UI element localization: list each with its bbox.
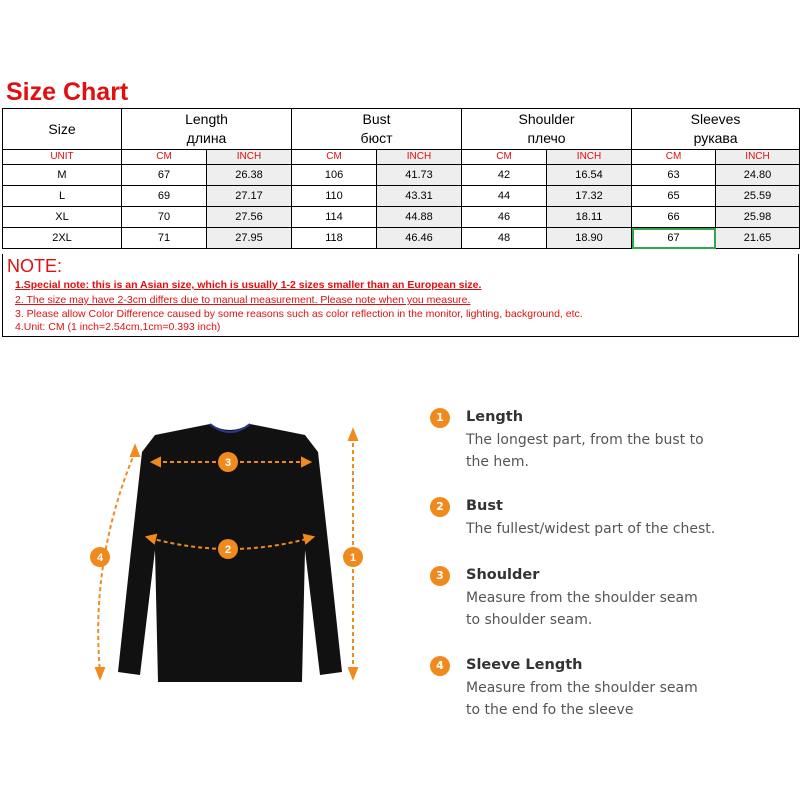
value-cell: 26.38 (207, 165, 292, 186)
size-table (2, 108, 800, 249)
number-badge: 3 (430, 566, 450, 586)
value-cell: 27.95 (207, 228, 292, 249)
note-line: 4.Unit: CM (1 inch=2.54cm,1cm=0.393 inch) (15, 321, 221, 333)
value-cell: 46.46 (377, 228, 462, 249)
page-title: Size Chart (6, 78, 129, 106)
table-row (3, 207, 800, 228)
number-badge: 2 (430, 497, 450, 517)
svg-text:3: 3 (224, 457, 232, 469)
unit-inch: INCH (716, 150, 800, 165)
value-cell: 114 (292, 207, 377, 228)
table-row (3, 228, 800, 249)
size-cell: L (3, 186, 122, 207)
legend-desc: The fullest/widest part of the chest. (466, 521, 716, 537)
size-cell: XL (3, 207, 122, 228)
unit-cm: CM (292, 150, 377, 165)
legend-desc: The longest part, from the bust to the hem. (466, 432, 704, 470)
legend-title: Sleeve Length (466, 657, 583, 673)
legend-desc: Measure from the shoulder seam to the end fo the sleeve (466, 680, 698, 718)
note-title: NOTE: (7, 256, 63, 276)
unit-row (3, 150, 800, 165)
value-cell: 70 (122, 207, 207, 228)
header-sleeves: Sleeves рукава (632, 109, 800, 150)
header-bust: Bust бюст (292, 109, 462, 150)
table-row (3, 165, 800, 186)
diagram-badge-3 (218, 452, 238, 472)
value-cell: 48 (462, 228, 547, 249)
note-line: 1.Special note: this is an Asian size, which is usually 1-2 sizes smaller than an European size. (15, 279, 482, 291)
value-cell: 67 (122, 165, 207, 186)
value-cell: 21.65 (716, 228, 800, 249)
svg-text:4: 4 (96, 552, 104, 564)
value-cell: 46 (462, 207, 547, 228)
value-cell: 66 (632, 207, 716, 228)
diagram-badge-2 (218, 539, 238, 559)
unit-inch: INCH (547, 150, 632, 165)
number-badge: 4 (430, 656, 450, 676)
value-cell: 42 (462, 165, 547, 186)
shirt-diagram (80, 410, 380, 700)
diagram-badge-4 (90, 547, 110, 567)
legend-title: Length (466, 409, 524, 425)
value-cell: 24.80 (716, 165, 800, 186)
value-cell: 43.31 (377, 186, 462, 207)
value-cell: 41.73 (377, 165, 462, 186)
size-cell: M (3, 165, 122, 186)
legend-title: Shoulder (466, 567, 540, 583)
value-cell: 44 (462, 186, 547, 207)
value-cell: 71 (122, 228, 207, 249)
diagram-badge-1 (343, 547, 363, 567)
value-cell: 69 (122, 186, 207, 207)
legend-desc: Measure from the shoulder seam to shoulder seam. (466, 590, 698, 628)
value-cell: 44.88 (377, 207, 462, 228)
legend-title: Bust (466, 498, 503, 514)
number-badge: 1 (430, 408, 450, 428)
value-cell: 18.11 (547, 207, 632, 228)
table-header-row (3, 109, 800, 150)
value-cell: 27.56 (207, 207, 292, 228)
unit-cm: CM (462, 150, 547, 165)
value-cell: 65 (632, 186, 716, 207)
selected-value-cell[interactable]: 67 (632, 228, 716, 249)
value-cell: 17.32 (547, 186, 632, 207)
value-cell: 27.17 (207, 186, 292, 207)
note-line: 3. Please allow Color Difference caused by some reasons such as color reflection in the monitor, lighting, background, etc. (15, 308, 583, 320)
unit-cm: CM (122, 150, 207, 165)
value-cell: 25.59 (716, 186, 800, 207)
svg-text:1: 1 (349, 552, 357, 564)
header-length: Length длина (122, 109, 292, 150)
unit-cm: CM (632, 150, 716, 165)
unit-inch: INCH (377, 150, 462, 165)
value-cell: 18.90 (547, 228, 632, 249)
value-cell: 16.54 (547, 165, 632, 186)
value-cell: 106 (292, 165, 377, 186)
unit-label: UNIT (3, 150, 122, 165)
unit-inch: INCH (207, 150, 292, 165)
table-row (3, 186, 800, 207)
value-cell: 110 (292, 186, 377, 207)
size-header: Size (3, 109, 122, 150)
size-cell: 2XL (3, 228, 122, 249)
value-cell: 63 (632, 165, 716, 186)
value-cell: 25.98 (716, 207, 800, 228)
value-cell: 118 (292, 228, 377, 249)
svg-text:2: 2 (224, 544, 232, 556)
note-box (2, 254, 799, 337)
header-shoulder: Shoulder плечо (462, 109, 632, 150)
note-line: 2. The size may have 2-3cm differs due to manual measurement. Please note when you measure. (15, 294, 471, 306)
